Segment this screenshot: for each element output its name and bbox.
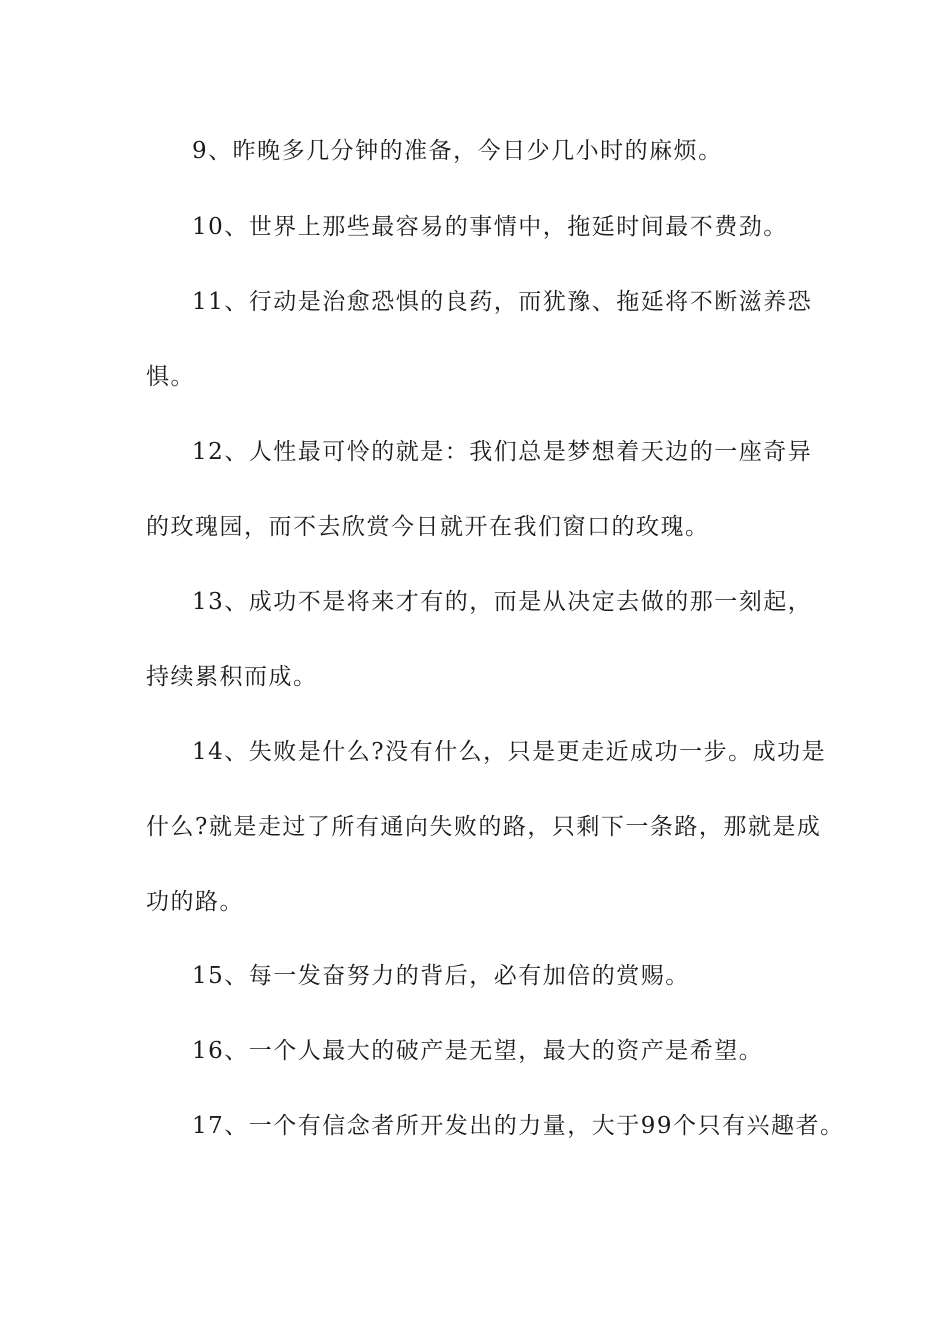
- quote-11-line-2: 惧。: [146, 364, 195, 390]
- quote-14-line-2: 什么?就是走过了所有通向失败的路，只剩下一条路，那就是成: [146, 814, 822, 840]
- quote-14-line-1: 14、失败是什么?没有什么，只是更走近成功一步。成功是: [192, 739, 827, 765]
- quote-13-line-1: 13、成功不是将来才有的，而是从决定去做的那一刻起，: [192, 589, 813, 615]
- quote-13-line-2: 持续累积而成。: [146, 664, 318, 690]
- quote-9-line-1: 9、昨晚多几分钟的准备，今日少几小时的麻烦。: [192, 138, 723, 164]
- quote-14-line-3: 功的路。: [146, 889, 244, 915]
- quote-17-line-1: 17、一个有信念者所开发出的力量，大于99个只有兴趣者。: [192, 1113, 845, 1139]
- quote-16-line-1: 16、一个人最大的破产是无望，最大的资产是希望。: [192, 1038, 764, 1064]
- quote-12-line-2: 的玫瑰园，而不去欣赏今日就开在我们窗口的玫瑰。: [146, 514, 710, 540]
- quote-12-line-1: 12、人性最可怜的就是：我们总是梦想着天边的一座奇异: [192, 439, 813, 465]
- quote-11-line-1: 11、行动是治愈恐惧的良药，而犹豫、拖延将不断滋养恐: [192, 289, 813, 315]
- quote-10-line-1: 10、世界上那些最容易的事情中，拖延时间最不费劲。: [192, 214, 788, 240]
- quote-15-line-1: 15、每一发奋努力的背后，必有加倍的赏赐。: [192, 963, 690, 989]
